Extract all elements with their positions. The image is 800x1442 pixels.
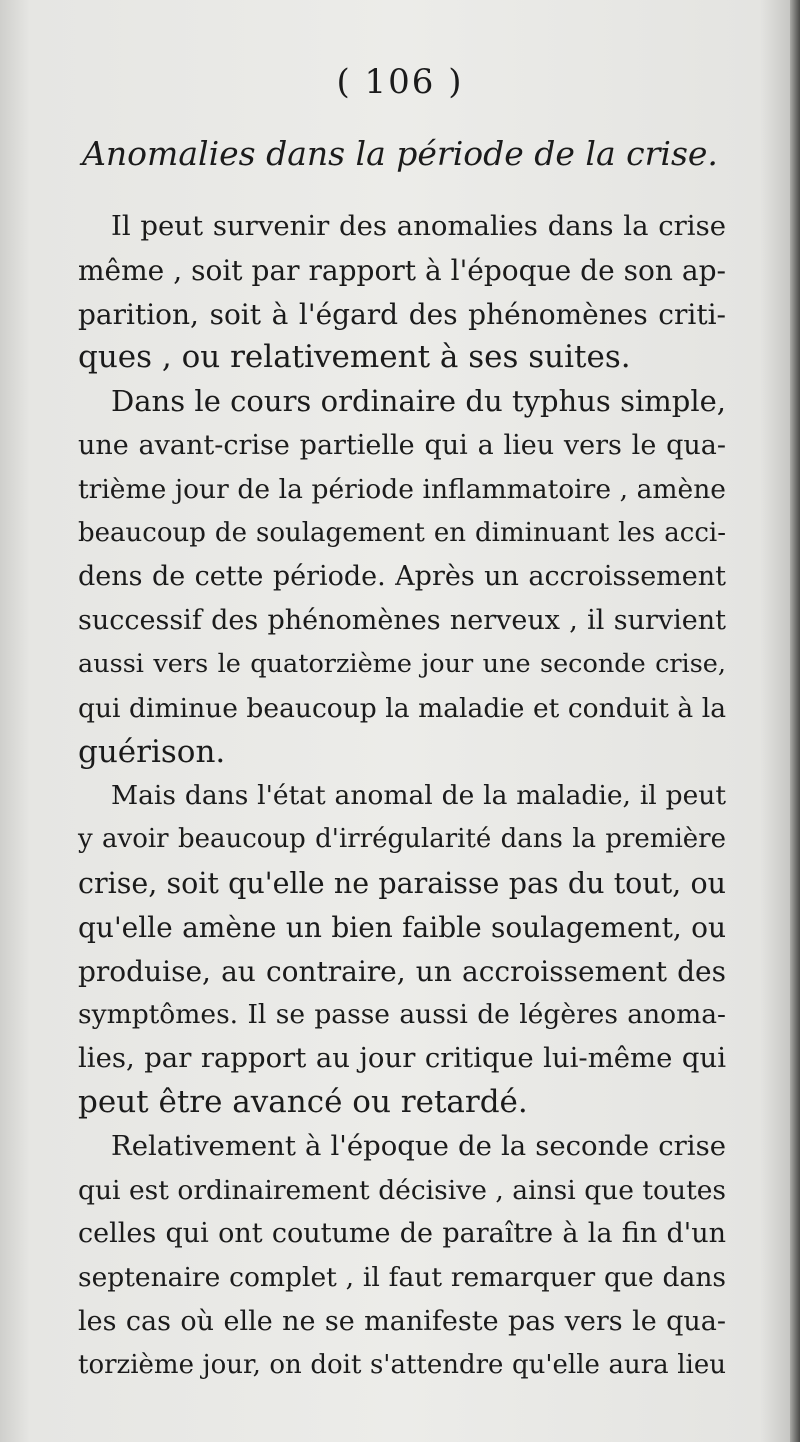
text-line: celles qui ont coutume de paraître à la fin d'un	[78, 1218, 726, 1250]
text-line: septenaire complet , il faut remarquer que dans	[78, 1262, 726, 1294]
section-heading: Anomalies dans la période de la crise.	[82, 134, 718, 173]
page-edge	[790, 0, 800, 1442]
text-line: qui diminue beaucoup la maladie et conduit à la	[78, 692, 726, 724]
text-line: produise, au contraire, un accroissement des	[78, 954, 726, 988]
text-line: aussi vers le quatorzième jour une seconde crise,	[78, 648, 726, 679]
text-line: guérison.	[78, 733, 226, 770]
text-line: Dans le cours ordinaire du typhus simple,	[111, 384, 726, 419]
paragraph	[78, 380, 726, 774]
paragraph	[78, 205, 726, 380]
text-line: symptômes. Il se passe aussi de légères anoma-	[78, 999, 726, 1031]
text-line: beaucoup de soulagement en diminuant les acci-	[78, 517, 726, 548]
text-line: y avoir beaucoup d'irrégularité dans la première	[78, 824, 726, 855]
text-line: parition, soit à l'égard des phénomènes criti-	[78, 297, 726, 331]
text-line: dens de cette période. Après un accroissement	[78, 561, 726, 593]
body-text	[78, 205, 726, 1388]
text-line: torzième jour, on doit s'attendre qu'elle aura lieu	[78, 1349, 726, 1380]
text-line: qui est ordinairement décisive , ainsi que toutes	[78, 1174, 726, 1206]
text-line: qu'elle amène un bien faible soulagement, ou	[78, 910, 726, 944]
text-line: crise, soit qu'elle ne paraisse pas du tout, ou	[78, 866, 726, 900]
text-line: successif des phénomènes nerveux , il survient	[78, 605, 726, 637]
page-number: ( 106 )	[336, 62, 464, 102]
paragraph	[78, 1125, 726, 1388]
text-line: une avant-crise partielle qui a lieu vers le qua-	[78, 429, 726, 461]
text-line: ques , ou relativement à ses suites.	[78, 339, 631, 376]
text-line: les cas où elle ne se manifeste pas vers le qua-	[78, 1305, 726, 1337]
text-line: trième jour de la période inflammatoire , amène	[78, 473, 726, 505]
text-line: Il peut survenir des anomalies dans la crise	[111, 210, 726, 242]
text-line: même , soit par rapport à l'époque de son ap-	[78, 253, 726, 287]
text-line: Relativement à l'époque de la seconde crise	[111, 1129, 726, 1162]
text-line: peut être avancé ou retardé.	[78, 1083, 528, 1120]
text-line: lies, par rapport au jour critique lui-même qui	[78, 1042, 726, 1075]
paragraph	[78, 774, 726, 1124]
text-line: Mais dans l'état anomal de la maladie, il peut	[111, 780, 726, 812]
